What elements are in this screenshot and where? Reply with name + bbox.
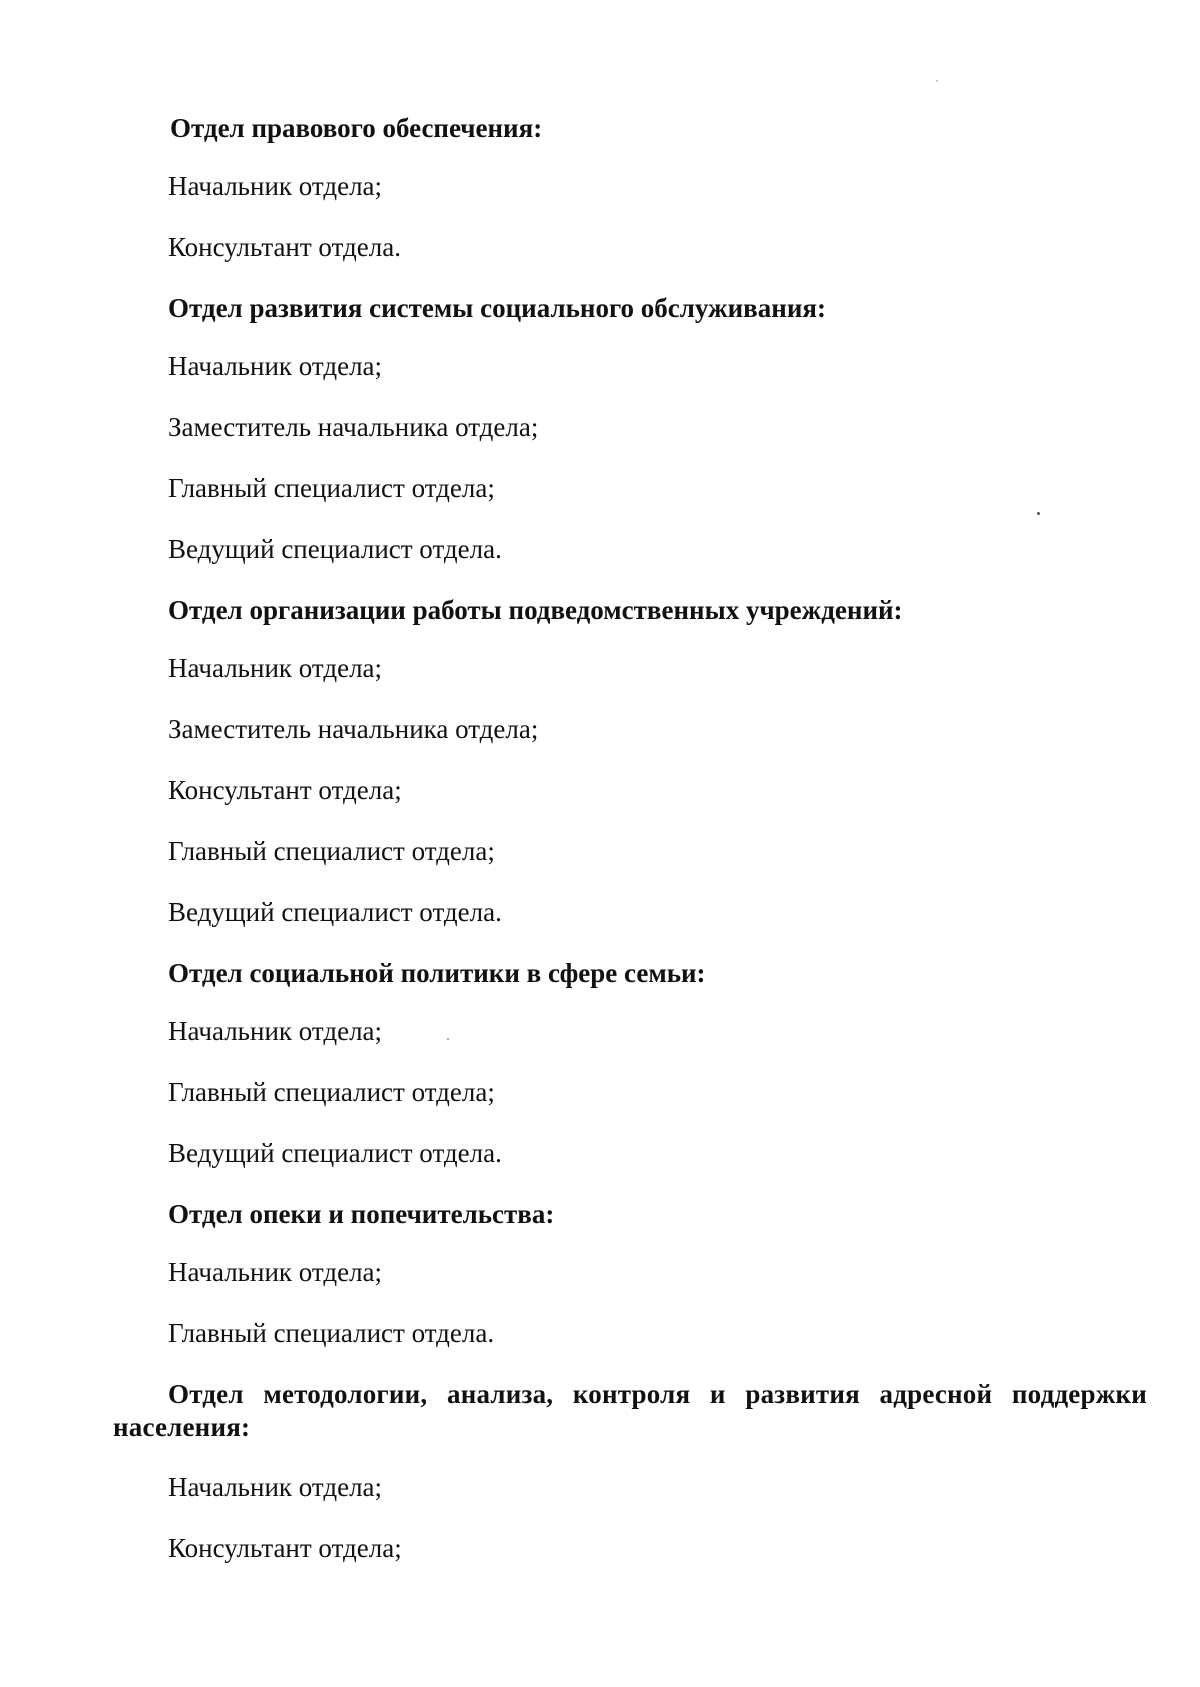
document-body	[113, 112, 1147, 1593]
scan-speck	[447, 1038, 449, 1040]
section-family-policy	[113, 957, 1147, 1170]
list-item: Начальник отдела;	[168, 171, 383, 201]
section-heading: Отдел социальной политики в сфере семьи:	[168, 958, 706, 988]
section-heading: Отдел организации работы подведомственных учреждений:	[168, 595, 903, 625]
list-item: Заместитель начальника отдела;	[168, 714, 539, 744]
list-item: Начальник отдела;	[168, 1472, 383, 1502]
list-item: Заместитель начальника отдела;	[168, 412, 539, 442]
list-item: Консультант отдела.	[168, 232, 401, 262]
list-item: Ведущий специалист отдела.	[168, 534, 502, 564]
list-item: Начальник отдела;	[168, 1016, 383, 1046]
list-item: Начальник отдела;	[168, 653, 383, 683]
list-item: Главный специалист отдела;	[168, 473, 495, 503]
section-heading: Отдел опеки и попечительства:	[168, 1199, 555, 1229]
list-item: Начальник отдела;	[168, 1257, 383, 1287]
list-item: Ведущий специалист отдела.	[168, 1138, 502, 1168]
list-item: Главный специалист отдела;	[168, 1077, 495, 1107]
section-heading: Отдел развития системы социального обслуживания:	[168, 293, 826, 323]
section-methodology	[113, 1378, 1147, 1565]
section-social-service	[113, 292, 1147, 566]
section-guardianship	[113, 1198, 1147, 1350]
list-item: Начальник отдела;	[168, 351, 383, 381]
list-item: Консультант отдела;	[168, 1533, 402, 1563]
scan-speck	[1037, 512, 1040, 515]
section-legal	[113, 112, 1147, 264]
scan-speck	[936, 80, 938, 82]
list-item: Ведущий специалист отдела.	[168, 897, 502, 927]
list-item: Главный специалист отдела.	[168, 1318, 495, 1348]
list-item: Главный специалист отдела;	[168, 836, 495, 866]
section-heading: Отдел правового обеспечения:	[170, 113, 543, 143]
list-item: Консультант отдела;	[168, 775, 402, 805]
section-heading: Отдел методологии, анализа, контроля и развития адресной поддержки населения:	[113, 1379, 1147, 1442]
section-subordinate-institutions	[113, 594, 1147, 929]
